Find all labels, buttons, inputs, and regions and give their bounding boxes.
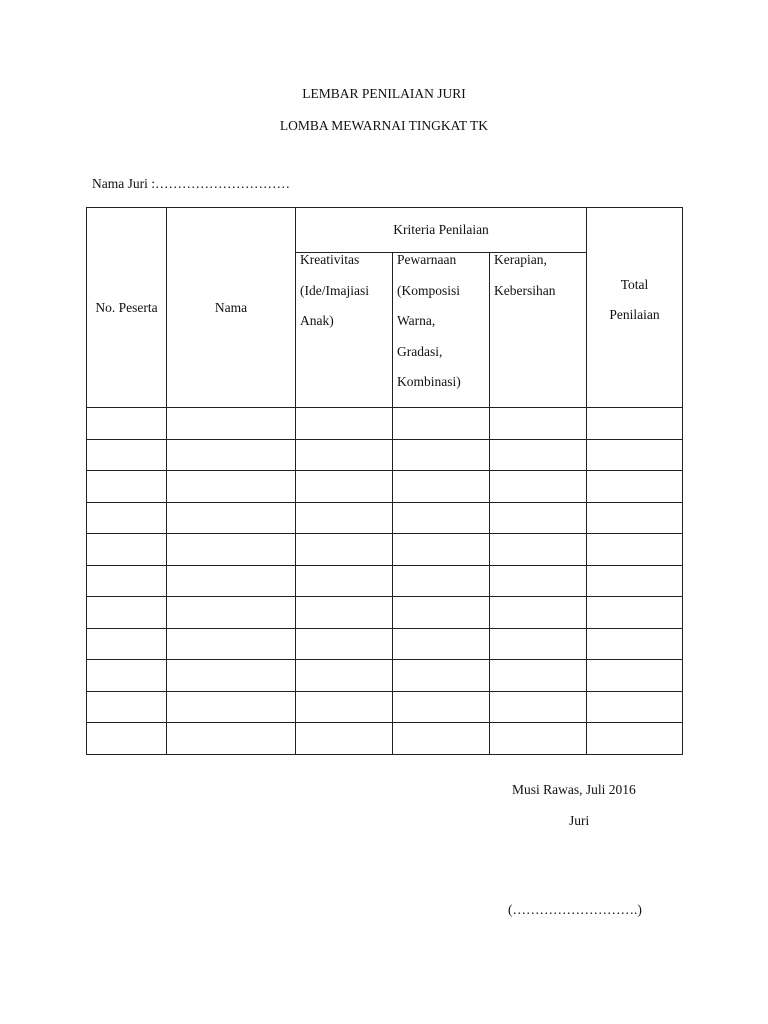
table-cell [490,439,587,471]
header-total-penilaian [587,208,683,408]
table-row [87,408,683,440]
table-cell [296,691,393,723]
table-row [87,471,683,503]
header-kriteria-penilaian: Kriteria Penilaian [296,208,587,253]
table-cell [393,660,490,692]
table-cell [167,628,296,660]
criteria-line: Kreativitas [300,252,360,267]
place-date: Musi Rawas, Juli 2016 [512,782,636,797]
table-body [87,408,683,755]
table-cell [87,597,167,629]
table-cell [393,597,490,629]
table-cell [587,597,683,629]
table-cell [490,660,587,692]
header-nama: Nama [167,208,296,408]
table-cell [296,597,393,629]
table-cell [393,691,490,723]
header-kreativitas [296,253,393,408]
table-cell [490,628,587,660]
criteria-line: (Komposisi [397,282,461,298]
table-cell [296,534,393,566]
table-row [87,502,683,534]
table-cell [87,723,167,755]
table-cell [587,565,683,597]
table-row [87,723,683,755]
table-cell [490,502,587,534]
header-kerapian [490,253,587,408]
table-cell [587,534,683,566]
table-cell [167,691,296,723]
table-cell [393,723,490,755]
criteria-line: Warna, [397,313,436,328]
table-cell [296,471,393,503]
criteria-line: Kebersihan [494,282,556,298]
table-row [87,534,683,566]
table-cell [587,660,683,692]
table-cell [490,471,587,503]
table-cell [490,723,587,755]
signer-role: Juri [569,813,590,828]
table-cell [167,502,296,534]
judge-name-field: Nama Juri :………………………… [92,176,290,191]
document-subtitle: LOMBA MEWARNAI TINGKAT TK [279,118,489,133]
document-title: LEMBAR PENILAIAN JURI [302,86,466,101]
table-cell [587,628,683,660]
table-cell [87,408,167,440]
header-total-line: Penilaian [609,307,660,322]
table-row [87,565,683,597]
criteria-line: Gradasi, [397,343,443,359]
table-cell [87,439,167,471]
table-cell [87,534,167,566]
table-cell [393,534,490,566]
table-cell [587,471,683,503]
table-cell [393,471,490,503]
table-cell [296,628,393,660]
table-cell [490,534,587,566]
table-cell [587,408,683,440]
assessment-table [86,207,683,755]
table-cell [167,660,296,692]
table-cell [296,502,393,534]
table-cell [167,439,296,471]
table-cell [87,471,167,503]
table-cell [393,502,490,534]
criteria-line: (Ide/Imajiasi [300,282,369,298]
table-cell [490,565,587,597]
table-row [87,597,683,629]
table-cell [393,565,490,597]
table-row [87,691,683,723]
table-cell [87,565,167,597]
table-cell [87,660,167,692]
table-cell [296,408,393,440]
signature-line: (……………………….) [508,902,642,917]
table-cell [490,691,587,723]
table-cell [167,723,296,755]
header-no-peserta: No. Peserta [87,208,167,408]
table-cell [296,660,393,692]
table-cell [490,597,587,629]
table-cell [296,565,393,597]
criteria-line: Kombinasi) [397,374,461,389]
criteria-line: Anak) [300,313,334,328]
criteria-line: Pewarnaan [397,252,457,267]
table-cell [393,628,490,660]
table-cell [87,628,167,660]
table-cell [393,439,490,471]
table-cell [167,534,296,566]
table-cell [587,691,683,723]
table-cell [167,565,296,597]
table-cell [167,597,296,629]
table-cell [587,439,683,471]
table-cell [490,408,587,440]
table-cell [587,502,683,534]
table-cell [167,471,296,503]
table-row [87,628,683,660]
header-total-line: Total [620,277,649,292]
table-row [87,439,683,471]
table-cell [296,439,393,471]
table-cell [393,408,490,440]
header-pewarnaan [393,253,490,408]
table-cell [167,408,296,440]
table-cell [87,502,167,534]
table-row [87,660,683,692]
table-cell [296,723,393,755]
table-cell [87,691,167,723]
criteria-line: Kerapian, [494,252,547,267]
table-cell [587,723,683,755]
